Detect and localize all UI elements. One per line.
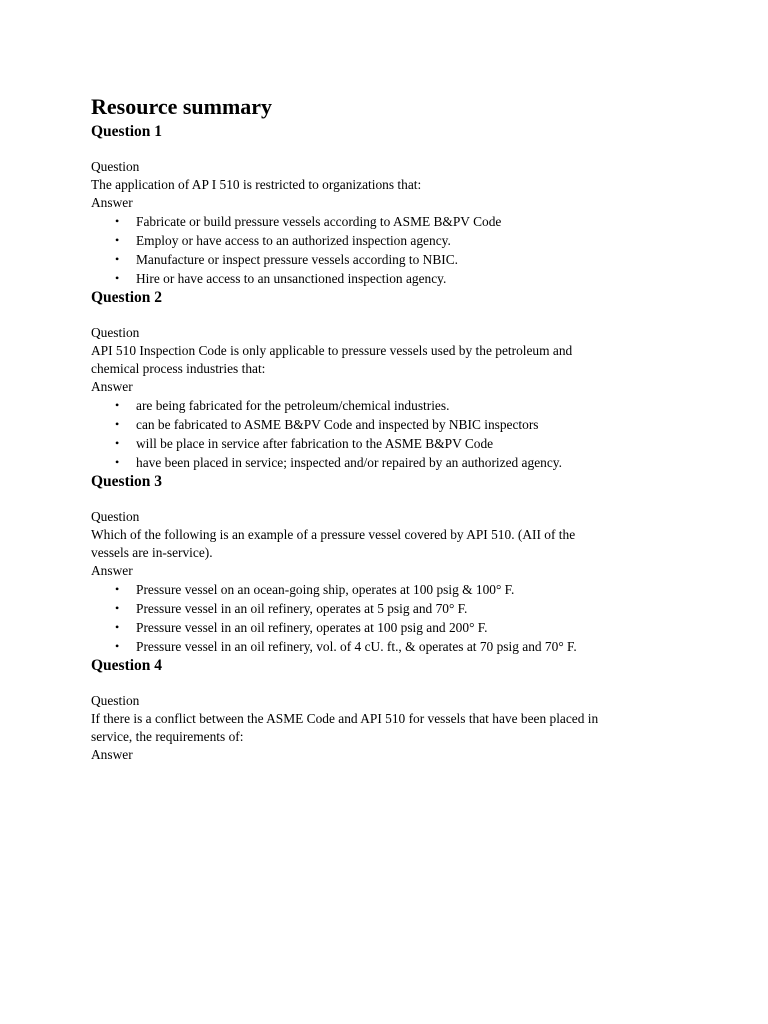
answer-item (91, 618, 691, 637)
question-text-line: If there is a conflict between the ASME Code and API 510 for vessels that have been placed in (91, 711, 599, 726)
answer-text: Pressure vessel in an oil refinery, operates at 5 psig and 70° F. (136, 601, 468, 616)
bullet-icon: • (115, 639, 120, 653)
answer-item (91, 250, 691, 269)
document-page (91, 92, 691, 764)
answer-text: Hire or have access to an unsanctioned inspection agency. (136, 271, 447, 286)
question-text-line: service, the requirements of: (91, 729, 244, 744)
question-label: Question (91, 159, 140, 174)
question-text-line: chemical process industries that: (91, 361, 266, 376)
answer-item (91, 415, 691, 434)
answer-item (91, 637, 691, 656)
answer-label: Answer (91, 379, 133, 394)
answer-item (91, 212, 691, 231)
bullet-icon: • (115, 582, 120, 596)
answer-text: Pressure vessel in an oil refinery, vol. of 4 cU. ft., & operates at 70 psig and 70° F. (136, 639, 577, 654)
answer-item (91, 580, 691, 599)
bullet-icon: • (115, 417, 120, 431)
answer-text: have been placed in service; inspected and/or repaired by an authorized agency. (136, 455, 562, 470)
answer-item (91, 434, 691, 453)
answer-item (91, 453, 691, 472)
bullet-icon: • (115, 398, 120, 412)
bullet-icon: • (115, 271, 120, 285)
answer-item (91, 269, 691, 288)
question-label: Question (91, 325, 140, 340)
question-4-section (91, 656, 691, 764)
answer-label: Answer (91, 195, 133, 210)
bullet-icon: • (115, 620, 120, 634)
answer-item (91, 396, 691, 415)
answer-list (91, 396, 691, 472)
question-3-section (91, 472, 691, 656)
answer-list (91, 580, 691, 656)
question-heading: Question 3 (91, 473, 163, 490)
question-heading: Question 1 (91, 123, 163, 140)
answer-text: can be fabricated to ASME B&PV Code and inspected by NBIC inspectors (136, 417, 539, 432)
answer-item (91, 599, 691, 618)
bullet-icon: • (115, 436, 120, 450)
answer-text: Pressure vessel in an oil refinery, operates at 100 psig and 200° F. (136, 620, 488, 635)
question-text-line: API 510 Inspection Code is only applicable to pressure vessels used by the petroleum and (91, 343, 573, 358)
answer-list (91, 212, 691, 288)
answer-text: will be place in service after fabrication to the ASME B&PV Code (136, 436, 494, 451)
answer-text: are being fabricated for the petroleum/chemical industries. (136, 398, 450, 413)
question-text-line: vessels are in-service). (91, 545, 213, 560)
bullet-icon: • (115, 233, 120, 247)
question-1-section (91, 122, 691, 288)
answer-label: Answer (91, 747, 133, 762)
question-text-line: The application of AP I 510 is restricted to organizations that: (91, 177, 422, 192)
question-heading: Question 2 (91, 289, 163, 306)
question-heading: Question 4 (91, 657, 163, 674)
bullet-icon: • (115, 214, 120, 228)
page-title: Resource summary (91, 94, 273, 119)
answer-text: Manufacture or inspect pressure vessels according to NBIC. (136, 252, 459, 267)
answer-text: Fabricate or build pressure vessels according to ASME B&PV Code (136, 214, 502, 229)
question-label: Question (91, 693, 140, 708)
question-label: Question (91, 509, 140, 524)
question-text-line: Which of the following is an example of a pressure vessel covered by API 510. (AII of the (91, 527, 576, 542)
answer-label: Answer (91, 563, 133, 578)
answer-text: Pressure vessel on an ocean-going ship, operates at 100 psig & 100° F. (136, 582, 515, 597)
answer-item (91, 231, 691, 250)
question-2-section (91, 288, 691, 472)
bullet-icon: • (115, 601, 120, 615)
answer-text: Employ or have access to an authorized inspection agency. (136, 233, 451, 248)
bullet-icon: • (115, 455, 120, 469)
bullet-icon: • (115, 252, 120, 266)
